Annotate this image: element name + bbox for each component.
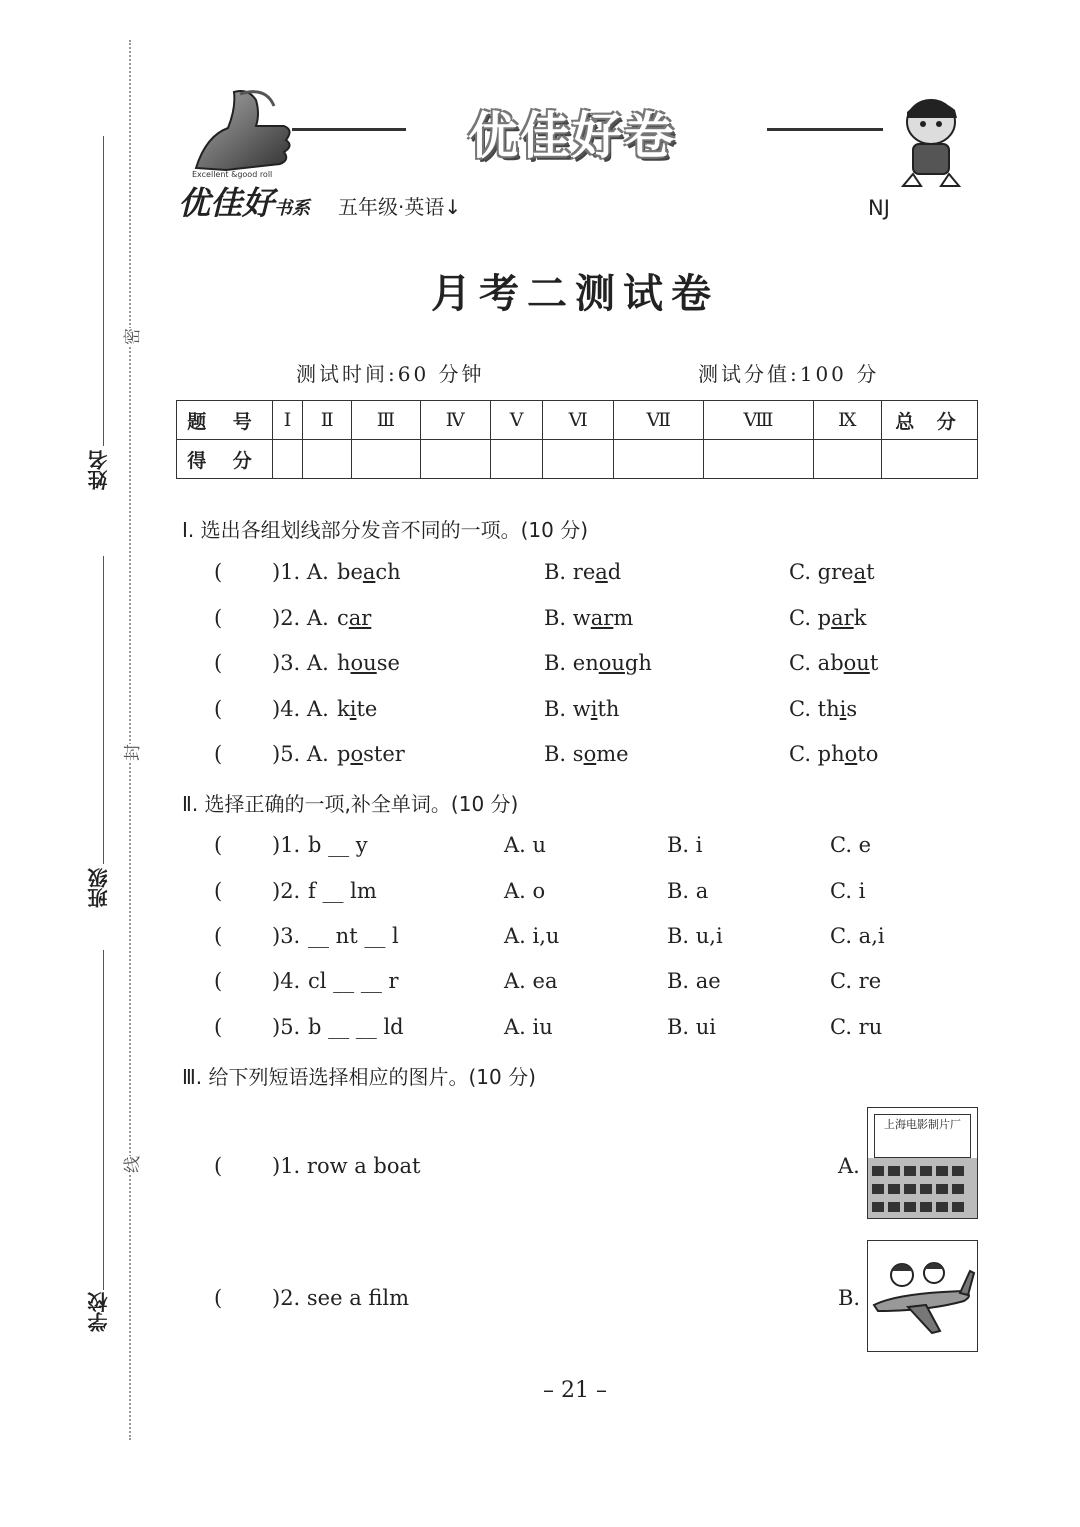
option-a-pre: c — [337, 606, 349, 630]
class-label: 班级 — [87, 868, 111, 908]
cinema-seats-image — [868, 1158, 977, 1218]
option-a — [337, 651, 400, 675]
option-c-post: t — [869, 651, 879, 675]
option-b — [544, 606, 633, 630]
option-b-pre: B. re — [544, 560, 596, 584]
col-header: Ⅸ — [813, 401, 881, 440]
seal-mark-mi: 密 — [118, 328, 143, 345]
picture-option-label: A. — [838, 1154, 860, 1178]
question-number: )5. — [272, 1015, 301, 1039]
option-b: B. ae — [667, 969, 721, 993]
class-write-line[interactable] — [103, 556, 104, 864]
option-b: B. a — [667, 879, 709, 903]
option-b — [544, 651, 652, 675]
option-a-pre: p — [337, 742, 351, 766]
question-number: )4. — [272, 969, 301, 993]
option-c: C. re — [830, 969, 882, 993]
exam-time: 测试时间:60 分钟 — [296, 362, 485, 386]
cartoon-mascot-image — [893, 92, 969, 190]
option-a-post: te — [356, 697, 378, 721]
plane-kids-picture — [867, 1240, 978, 1352]
option-c: C. a,i — [830, 924, 885, 948]
score-cell[interactable] — [813, 440, 881, 479]
answer-paren[interactable]: ( — [214, 969, 223, 993]
seal-mark-xian: 线 — [118, 1156, 143, 1173]
answer-paren[interactable]: ( — [214, 560, 223, 584]
option-b-underlined: ar — [590, 606, 614, 630]
col-header: Ⅲ — [352, 401, 420, 440]
score-cell-total[interactable] — [882, 440, 978, 479]
incomplete-word: b __ __ ld — [308, 1015, 404, 1039]
option-a-post: ster — [363, 742, 405, 766]
option-a-underlined: ou — [350, 651, 377, 675]
option-b-post: m — [613, 606, 634, 630]
option-b-post: d — [607, 560, 622, 584]
option-b-pre: B. en — [544, 651, 599, 675]
incomplete-word: __ nt __ l — [308, 924, 399, 948]
option-b-underlined: o — [583, 742, 597, 766]
incomplete-word: cl __ __ r — [308, 969, 399, 993]
option-c: C. e — [830, 833, 872, 857]
page-number: – 21 – — [543, 1378, 607, 1403]
score-cell[interactable] — [273, 440, 303, 479]
option-a — [337, 742, 405, 766]
exam-score-value: 测试分值:100 分 — [698, 362, 880, 386]
option-b — [544, 560, 621, 584]
cinema-screen-caption: 上海电影制片厂 — [874, 1114, 971, 1158]
thumbs-up-logo — [186, 86, 296, 178]
option-a-underlined: ar — [348, 606, 372, 630]
edition-label: NJ — [868, 196, 890, 220]
question-number: )1. A. — [272, 560, 329, 584]
answer-paren[interactable]: ( — [214, 1015, 223, 1039]
question-number: )4. A. — [272, 697, 329, 721]
phrase: )2. see a film — [272, 1286, 410, 1310]
kids-on-plane-image — [868, 1241, 977, 1351]
option-a: A. iu — [504, 1015, 553, 1039]
option-b: B. u,i — [667, 924, 723, 948]
brand-series-logo — [178, 178, 310, 224]
header-rule-right — [767, 128, 883, 131]
brand-tagline: Excellent &good roll — [192, 170, 273, 179]
answer-paren[interactable]: ( — [214, 879, 223, 903]
option-c: C. ru — [830, 1015, 883, 1039]
option-c-underlined: i — [839, 697, 847, 721]
col-header: Ⅴ — [491, 401, 543, 440]
header-rule-left — [292, 128, 406, 131]
option-b-post: me — [596, 742, 629, 766]
answer-paren[interactable]: ( — [214, 742, 223, 766]
option-c-underlined: ar — [831, 606, 854, 630]
row-label-score: 得 分 — [177, 440, 273, 479]
option-a — [337, 606, 371, 630]
score-cell[interactable] — [352, 440, 420, 479]
option-a-post: ch — [375, 560, 401, 584]
row-label-question-no: 题 号 — [177, 401, 273, 440]
school-write-line[interactable] — [103, 950, 104, 1290]
phrase: )1. row a boat — [272, 1154, 421, 1178]
option-c-post: to — [857, 742, 879, 766]
option-a — [337, 560, 401, 584]
score-cell[interactable] — [491, 440, 543, 479]
option-a: A. i,u — [504, 924, 560, 948]
binding-dotted-line — [129, 40, 131, 1440]
option-b: B. ui — [667, 1015, 717, 1039]
score-table-header-row — [177, 401, 978, 440]
option-c — [789, 697, 857, 721]
question-number: )2. A. — [272, 606, 329, 630]
question-number: )5. A. — [272, 742, 329, 766]
option-b: B. i — [667, 833, 703, 857]
option-b-pre: B. w — [544, 697, 591, 721]
question-number: )1. — [272, 833, 301, 857]
option-c — [789, 651, 878, 675]
option-c-post: t — [866, 560, 875, 584]
option-c-pre: C. ph — [789, 742, 845, 766]
option-c-underlined: o — [844, 742, 858, 766]
option-a: A. o — [504, 879, 546, 903]
option-b-underlined: a — [595, 560, 608, 584]
option-a — [337, 697, 377, 721]
option-b-pre: B. s — [544, 742, 584, 766]
col-header: Ⅷ — [704, 401, 813, 440]
exam-title: 月考二测试卷 — [431, 270, 719, 317]
option-c-pre: C. th — [789, 697, 840, 721]
col-header: Ⅶ — [614, 401, 704, 440]
brand-series-text: 优佳好 — [178, 184, 275, 222]
option-c-pre: C. p — [789, 606, 832, 630]
option-a-pre: h — [337, 651, 351, 675]
option-c — [789, 606, 866, 630]
incomplete-word: b __ y — [308, 833, 368, 857]
option-c-post: s — [846, 697, 858, 721]
section-3-title: Ⅲ. 给下列短语选择相应的图片。(10 分) — [182, 1065, 536, 1089]
seal-mark-feng: 封 — [118, 744, 143, 761]
option-a-post: se — [376, 651, 400, 675]
option-a: A. ea — [504, 969, 558, 993]
score-cell[interactable] — [303, 440, 352, 479]
score-table — [176, 400, 978, 479]
question-number: )3. A. — [272, 651, 329, 675]
answer-paren[interactable]: ( — [214, 833, 223, 857]
answer-paren[interactable]: ( — [214, 1154, 223, 1178]
option-c-post: k — [853, 606, 867, 630]
question-number: )2. — [272, 879, 301, 903]
grade-subject: 五年级·英语↓ — [338, 195, 462, 219]
option-c-pre: C. ab — [789, 651, 844, 675]
option-b-pre: B. w — [544, 606, 591, 630]
option-a: A. u — [504, 833, 547, 857]
option-c — [789, 742, 878, 766]
question-number: )3. — [272, 924, 301, 948]
option-c — [789, 560, 875, 584]
col-header: Ⅵ — [543, 401, 614, 440]
answer-paren[interactable]: ( — [214, 1286, 223, 1310]
cinema-picture — [867, 1107, 978, 1219]
col-header-total: 总 分 — [882, 401, 978, 440]
section-2-title: Ⅱ. 选择正确的一项,补全单词。(10 分) — [182, 792, 519, 816]
score-cell[interactable] — [614, 440, 704, 479]
incomplete-word: f __ lm — [308, 879, 377, 903]
option-a-underlined: i — [349, 697, 357, 721]
section-1-title: Ⅰ. 选出各组划线部分发音不同的一项。(10 分) — [182, 518, 589, 542]
option-c-pre: C. gre — [789, 560, 854, 584]
option-b — [544, 742, 629, 766]
name-label: 姓名 — [87, 450, 111, 490]
option-b — [544, 697, 619, 721]
answer-paren[interactable]: ( — [214, 697, 223, 721]
option-b-post: th — [597, 697, 620, 721]
answer-paren[interactable]: ( — [214, 606, 223, 630]
col-header: Ⅳ — [420, 401, 491, 440]
school-label: 学校 — [87, 1292, 111, 1332]
col-header: Ⅰ — [273, 401, 303, 440]
col-header: Ⅱ — [303, 401, 352, 440]
option-b-post: gh — [624, 651, 652, 675]
option-b-underlined: i — [590, 697, 598, 721]
option-b-underlined: ou — [598, 651, 625, 675]
option-c-underlined: ou — [843, 651, 870, 675]
picture-option-label: B. — [838, 1286, 861, 1310]
option-a-underlined: o — [350, 742, 364, 766]
option-a-pre: be — [337, 560, 363, 584]
score-table-score-row — [177, 440, 978, 479]
option-a-pre: k — [337, 697, 350, 721]
score-cell[interactable] — [420, 440, 491, 479]
brand-series-suffix: 书系 — [274, 198, 311, 219]
answer-paren[interactable]: ( — [214, 924, 223, 948]
answer-paren[interactable]: ( — [214, 651, 223, 675]
score-cell[interactable] — [704, 440, 813, 479]
option-c-underlined: a — [853, 560, 867, 584]
option-c: C. i — [830, 879, 866, 903]
brand-title: 优佳好卷 — [468, 107, 676, 165]
score-cell[interactable] — [543, 440, 614, 479]
option-a-underlined: a — [362, 560, 376, 584]
